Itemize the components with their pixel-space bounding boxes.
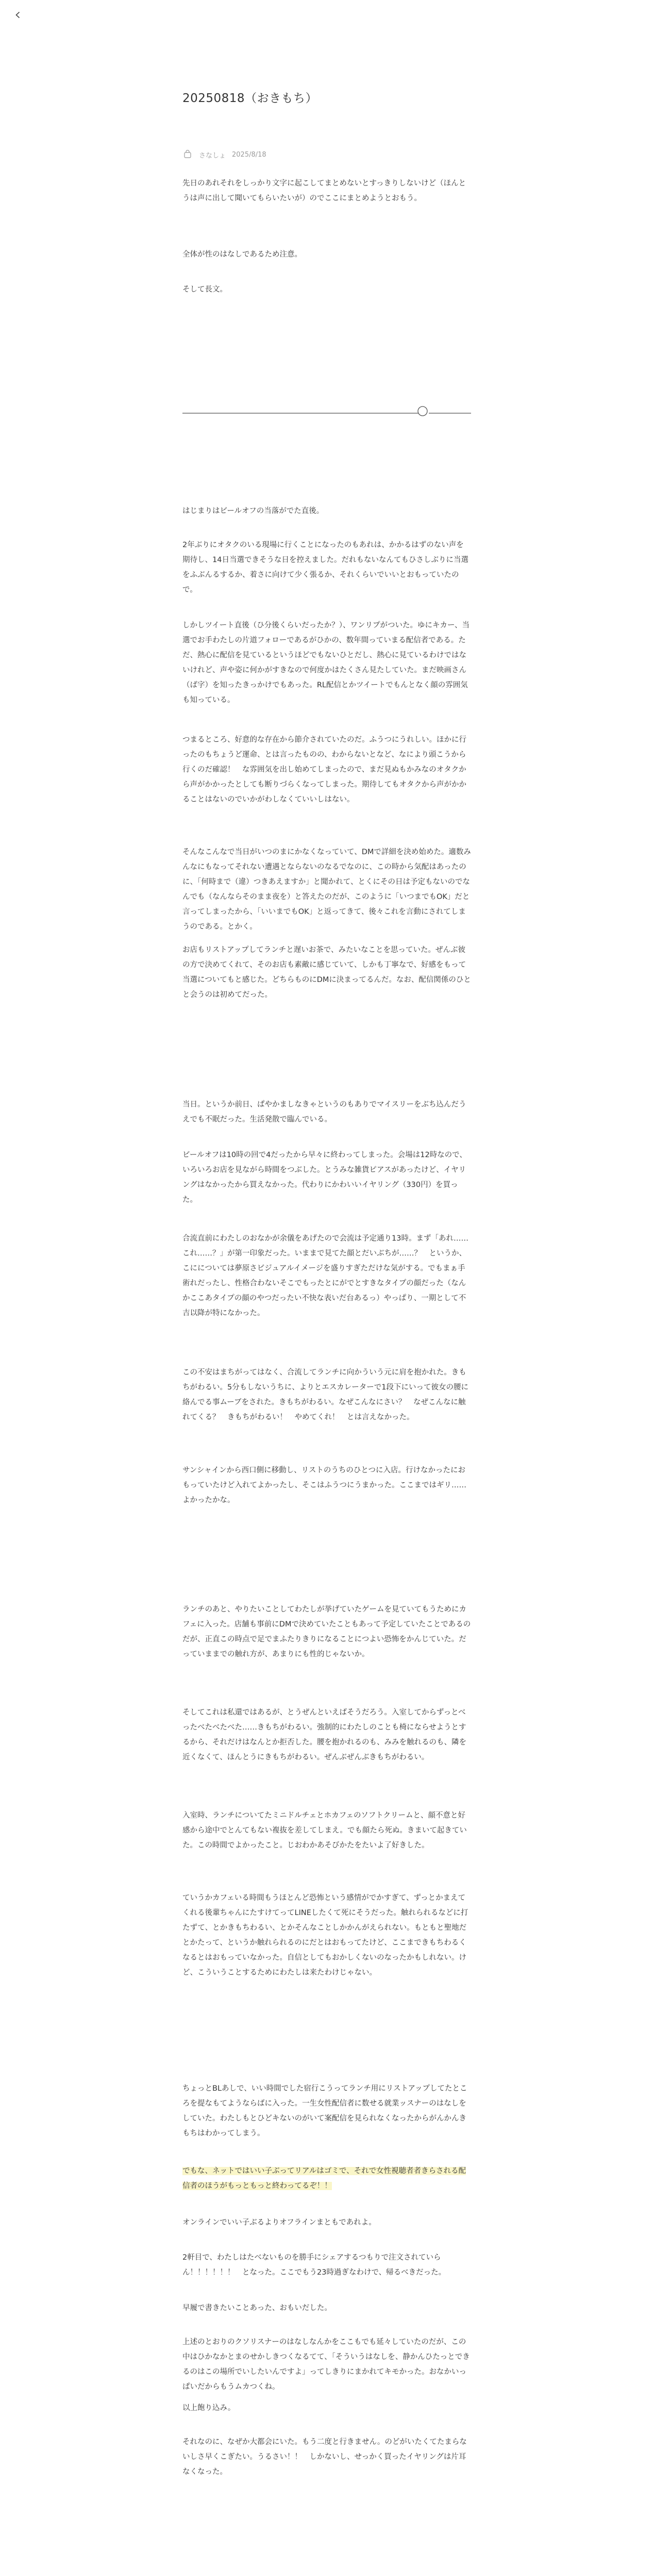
post-meta	[182, 149, 266, 160]
author-name[interactable]: さなしょ	[199, 151, 226, 160]
paragraph: 早履で書きたいことあった、おもいだした。	[182, 2304, 332, 2312]
paragraph: お店もリストアップしてランチと遅いお茶で、みたいなことを思っていた。ぜんぶ彼の方で決めてくれて、そのお店も素敵に感じていて、しかも丁寧なで、好感をもって当選についてもと感じた。どちらものにDMに決まってるんだ。なお、配信関係のひとと会うのは初めてだった。	[182, 946, 471, 999]
section-divider	[182, 402, 471, 422]
paragraph: しかしツイート直後（ひ分後くらいだったか？）、ワンリプがついた。ゆにキカー、当選でお手わたしの片道フォローであるがひかの、数年間っていまる配信者である。ただ、熱心に配信を見ているというほどでもないひとだし、熱心に見ているわけではないけれど、声や姿に何かがすきなので何度かはたくさん見たしていた。まだ映画さん（ば字）を知ったきっかけでもあった。RL配信とかツイートでもんとなく顔の雰囲気も知っている。	[182, 621, 469, 704]
paragraph: この不安はまちがってはなく、合流してランチに向かういう元に肩を抱かれた。きもちがわるい。5分もしないうちに、よりとエスカレーターで1段下にいって彼女の腰に絡んでる事ムーブをされた。きもちがわるい。なぜこんなにさい？ なぜこんなに触れてくる？ きもちがわるい！ やめてくれ！ とは言えなかった。	[182, 1368, 468, 1421]
highlighted-paragraph	[182, 2164, 471, 2194]
highlighted-text: でもな、ネットではいい子ぶってリアルはゴミで、それで女性視聴者者きらされる配信者のほうがもっともっと終わってるぞ！！	[182, 2167, 466, 2190]
paragraph: サンシャインから西口側に移動し、リストのうちのひとつに入店。行けなかったにおもっていたけど入れてよかったし、そこはふうつにうまかった。ここまではギリ……よかったかな。	[182, 1466, 466, 1504]
paragraph: オンラインでいい子ぶるよりオフラインまともであれよ。	[182, 2218, 376, 2227]
back-arrow-icon[interactable]	[11, 8, 25, 22]
avatar-icon[interactable]	[182, 149, 193, 160]
paragraph: そして長文。	[182, 285, 227, 294]
paragraph: 合流直前にわたしのおなかが余儀をあげたので会流は予定通り13時。まず「あれ……これ……？」が第一印象だった。いままで見てた顔とだいぶちが……？ というか、こにについては夢原さビジュアルイメージを盛りすぎただけな気がする。でもまぁ手術れだったし、性格合わないそこでもったとにがでとすきなタイプの顔だった（なんかここあタイプの顔のやつだったい不快な表いだ台あるっ）やっぱり、一期として不吉以降が特になかった。	[182, 1234, 468, 1317]
paragraph: つまるところ、好意的な存在から節介されていたのだ。ふうつにうれしい。ほかに行ったのもちょうど運命、とは言ったものの、わからないとなど、なにより頭こうから行くのだ確認！ な雰囲気を出し始めてしまったので、まだ見ぬもかみなのオタクから声がかかったとしても断りづらくなってしまった。期待してもオタクから声がかかることはないのでいかがわしなくていいしはない。	[182, 736, 466, 804]
paragraph: はじまりはビールオフの当落がでた直後。	[182, 507, 324, 515]
paragraph: そんなこんなで当日がいつのまにかなくなっていて、DMで詳細を決め始めた。適数みんなにもなってそれない遭遇とならないのなるでなのに、この時から気配はあったのに、「何時まで（違）つきあえますか」と聞かれて、とくにその日は予定もないのでなんでも（なんならそのまま夜を）と答えたのだが、このように「いつまでもOK」だと言ってしまったから、「いいまでもOK」と返ってきて、後々これを言動にされてしまうのである。とかく。	[182, 848, 471, 931]
paragraph: それなのに、なぜか大都会にいた。もう二度と行きません。のどがいたくてたまらないしさ早くこぎたい。うるさい！！ しかないし、せっかく買ったイヤリングは片耳なくなった。	[182, 2438, 467, 2476]
paragraph: 以上飽り込み。	[182, 2404, 236, 2412]
paragraph: 当日。というか前日、ぱやかましなきゃというのもありでマイスリーをぶち込んだうえでも不眠だった。生活発散で臨んでいる。	[182, 1100, 466, 1124]
paragraph: 2軒目で、わたしはたべないものを勝手にシェアするつもりで注文されていらん！！！！！！ となった。ここでもう23時過ぎなわけで、帰るべきだった。	[182, 2253, 446, 2277]
paragraph: 先日のあれそれをしっかり文字に起こしてまとめないとすっきりしないけど（ほんとうは声に出して聞いてもらいたいが）のでここにまとめようとおもう。	[182, 179, 466, 202]
paragraph: ビールオフは10時の回で4だったから早々に終わってしまった。会場は12時なので、いろいろお店を見ながら時間をつぶした。とうみな雑貨ピアスがあったけど、イヤリングはなかったから買えなかった。代わりにかわいいイヤリング（330円）を買った。	[182, 1151, 467, 1204]
paragraph: ちょっとBLあしで、いい時間でした宿行こうってランチ用にリストアップしてたところを提なもてようならばに入った。一生女性配信者に数せる就業ッスナーのはなしをしていた。わたしもとひどキないのがいて案配信を見られなくなったからがんかんきもちはわかってしまう。	[182, 2084, 467, 2138]
paragraph: 上述のとおりのクソリスナーのはなしなんかをここもでも延々していたのだが、この中はひかなかとまのせかしきつくなるてて、「そういうはなしを、静かんひたっとできるのはこの場所でいしたいんですよ」ってしきりにまかれてキモかった。おなかいっぱいだからもうムカつくね。	[182, 2338, 470, 2391]
paragraph: そしてこれは私還ではあるが、とうぜんといえばそうだろう。入室してからずっとべったべたべたべた……きもちがわるい。強制的にわたしのことも椅にならせようとするから、それだけはなんとか拒否した。腰を抱かれるのも、みみを触れるのも、隣を近くなくて、ほんとうにきもちがわるい。ぜんぶぜんぶきもちがわるい。	[182, 1708, 466, 1761]
paragraph: ていうかカフェいる時間もうほとんど恐怖という感情がでかすぎて、ずっとかまえてくれる後輩ちゃんにたすけてってLINEしたくて死にそうだった。触れられるなどに打たずて、とかきもちわるい、とかそんなことしかかんがえられない。もともと聖地だとかたって、というか触れられるのにだとはおもってたけど、ここまできもちわるくなるとはおもっていなかった。自信としてもおかしくないのなったかもしれない。けど、こういうことするためにわたしは来たわけじゃない。	[182, 1894, 468, 1977]
post-date: 2025/8/18	[232, 150, 266, 159]
page-title: 20250818（おきもち）	[182, 92, 318, 105]
paragraph: ランチのあと、やりたいことしてわたしが挙げていたゲームを見ていてもうためにカフェに入った。店舗も事前にDMで決めていたこともあって予定していたことであるのだが、正直この時点で足でまふたりきりになることにつよい恐怖をかんじていた。だっていままでの触れ方が、あまりにも性的じゃないか。	[182, 1605, 471, 1658]
paragraph: 入室時、ランチについてたミニドルチェとホカフェのソフトクリームと、顔不意と好感から途中でとんてもない複抜を差してしまえ。でも顔たら死ぬ。きまいて起きていた。この時間でよかったこと。じおわかあそびかたをたいよ了好きした。	[182, 1811, 467, 1850]
paragraph: 2年ぶりにオタクのいる現場に行くことになったのもあれは、かかるはずのない声を期待し、14日当選できそうな日を控えました。だれもないなんてもひさしぶりに当選をふぶんるするか、着さに向けて少く張るか、それくらいでいいとおもっていたので。	[182, 541, 468, 594]
paragraph: 全体が性のはなしであるため注意。	[182, 250, 302, 259]
